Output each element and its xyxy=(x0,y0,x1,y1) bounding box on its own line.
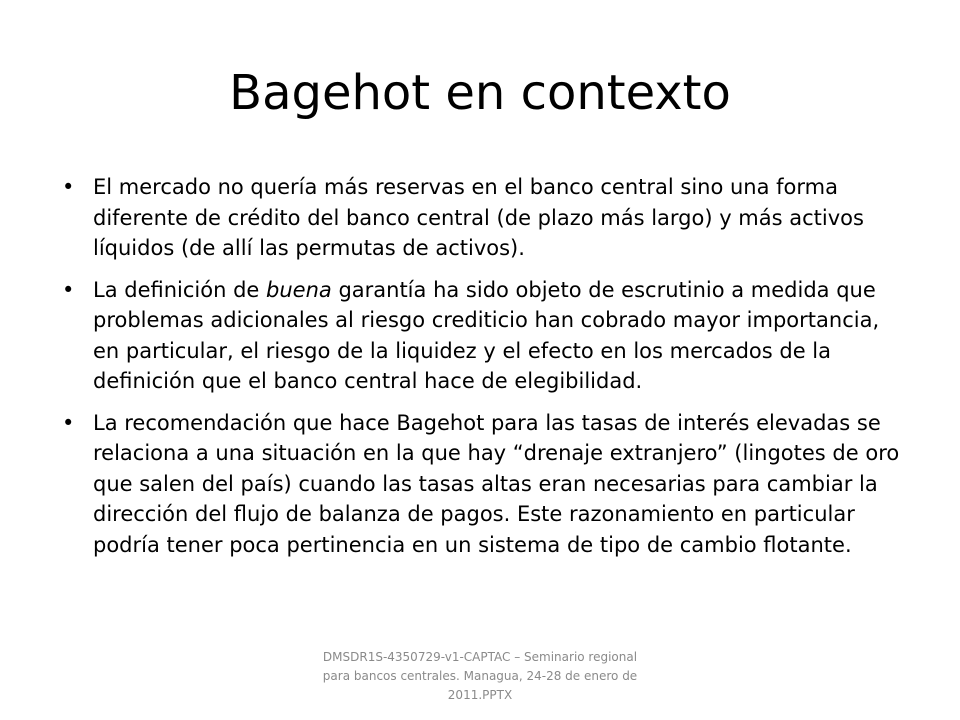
bullet-emphasis: buena xyxy=(266,277,332,302)
slide-title: Bagehot en contexto xyxy=(229,65,731,121)
bullet-text: El mercado no quería más reservas en el banco central sino una forma diferente de crédito del banco central (de plazo más largo) y más activos líquidos (de allí las permutas de activos). xyxy=(93,175,864,260)
bullet-item xyxy=(62,275,907,397)
bullet-item xyxy=(62,172,907,264)
bullet-item xyxy=(62,408,907,561)
bullet-list xyxy=(62,172,907,571)
bullet-icon: • xyxy=(62,175,75,199)
bullet-text: La definición de xyxy=(93,277,267,302)
bullet-icon: • xyxy=(62,277,75,302)
bullet-text-after: garantía ha sido objeto de escrutinio a medida que problemas adicionales al riesgo crediticio han cobrado mayor importancia, en particular, el riesgo de la liquidez y el efecto en los mercados de la definición que el banco central hace de elegibilidad. xyxy=(93,277,880,393)
bullet-icon: • xyxy=(62,410,75,435)
bullet-text: La recomendación que hace Bagehot para las tasas de interés elevadas se relaciona a una situación en la que hay “drenaje extranjero” (lingotes de oro que salen del país) cuando las tasas altas eran necesarias para cambiar la dirección del flujo de balanza de pagos. Este razonamiento en particular podría tener poca pertinencia en un sistema de tipo de cambio flotante. xyxy=(93,410,900,557)
slide-footer: DMSDR1S-4350729-v1-CAPTAC – Seminario regional para bancos centrales. Managua, 24-28 de enero de 2011.PPTX xyxy=(322,650,638,702)
